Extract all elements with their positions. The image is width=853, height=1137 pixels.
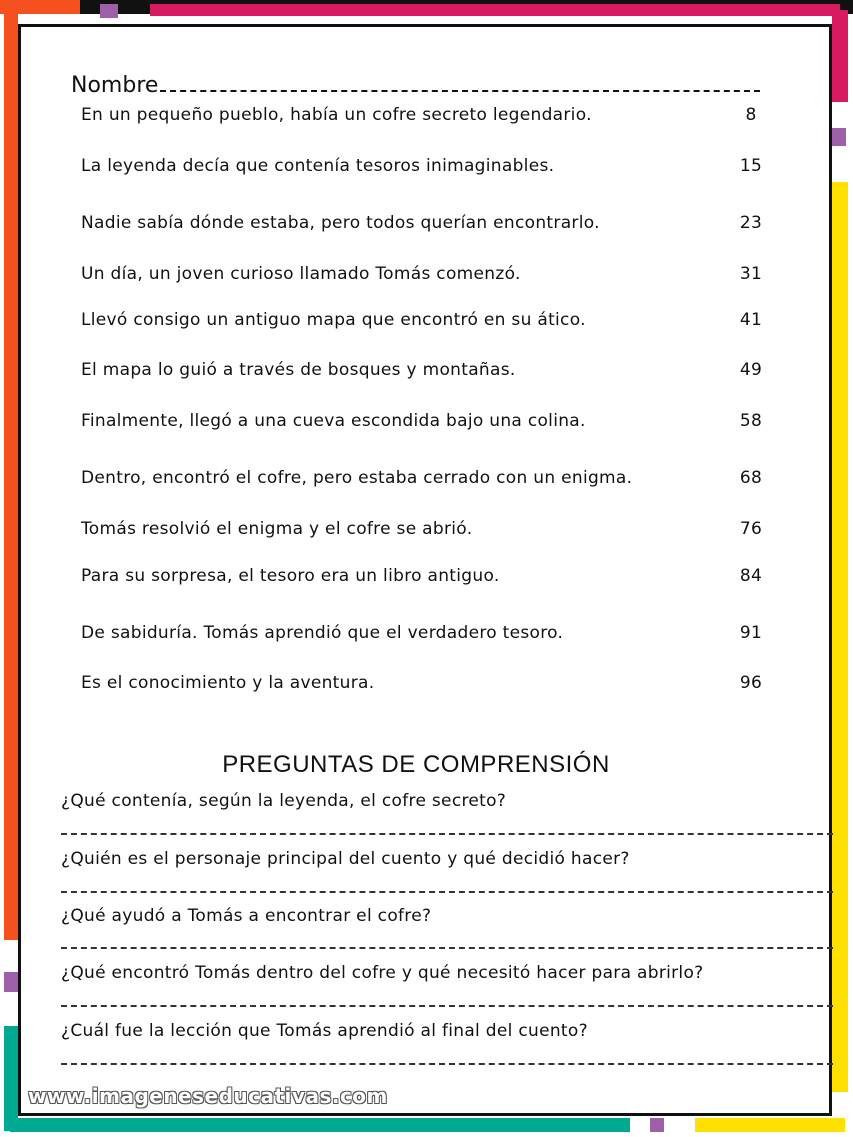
frame-bottom — [10, 1118, 630, 1132]
question-2: ¿Quién es el personaje principal del cuento y qué decidió hacer? — [61, 849, 630, 869]
frame-right-top — [832, 10, 848, 102]
website-watermark: www.imageneseducativas.com — [28, 1084, 388, 1108]
story-line-text: Finalmente, llegó a una cueva escondida bajo una colina. — [81, 411, 586, 431]
story-line-text: Es el conocimiento y la aventura. — [81, 673, 375, 693]
story-line — [81, 360, 801, 386]
frame-top-square — [100, 4, 118, 18]
word-count: 76 — [739, 519, 763, 539]
worksheet-page — [18, 24, 832, 1116]
story-line-text: Tomás resolvió el enigma y el cofre se abrió. — [81, 519, 473, 539]
story-line — [81, 156, 801, 182]
word-count: 84 — [739, 566, 763, 586]
word-count: 49 — [739, 360, 763, 380]
word-count: 41 — [739, 310, 763, 330]
story-line-text: Dentro, encontró el cofre, pero estaba cerrado con un enigma. — [81, 468, 633, 488]
answer-line-1[interactable] — [61, 833, 833, 835]
name-field[interactable] — [71, 73, 761, 98]
answer-line-5[interactable] — [61, 1063, 833, 1065]
story-line-text: La leyenda decía que contenía tesoros inimaginables. — [81, 156, 555, 176]
name-underline — [160, 76, 760, 92]
story-line — [81, 673, 801, 699]
word-count: 31 — [739, 264, 763, 284]
story-line-text: Nadie sabía dónde estaba, pero todos querían encontrarlo. — [81, 213, 600, 233]
word-count: 58 — [739, 411, 763, 431]
story-line — [81, 623, 801, 649]
questions-title: PREGUNTAS DE COMPRENSIÓN — [222, 751, 610, 778]
question-3: ¿Qué ayudó a Tomás a encontrar el cofre? — [61, 906, 432, 926]
frame-top-pink — [150, 4, 840, 16]
answer-line-4[interactable] — [61, 1005, 833, 1007]
story-line-text: En un pequeño pueblo, había un cofre secreto legendario. — [81, 105, 592, 125]
question-5: ¿Cuál fue la lección que Tomás aprendió al final del cuento? — [61, 1021, 588, 1041]
story-line — [81, 213, 801, 239]
story-line-text: El mapa lo guió a través de bosques y montañas. — [81, 360, 516, 380]
word-count: 91 — [739, 623, 763, 643]
frame-bottom-right — [695, 1118, 845, 1132]
frame-bottom-square — [650, 1118, 664, 1132]
word-count: 15 — [739, 156, 763, 176]
frame-right — [832, 182, 848, 1092]
frame-right-square — [832, 128, 846, 146]
story-line — [81, 105, 801, 131]
story-line — [81, 264, 801, 290]
answer-line-2[interactable] — [61, 891, 833, 893]
question-4: ¿Qué encontró Tomás dentro del cofre y qué necesitó hacer para abrirlo? — [61, 963, 704, 983]
frame-left — [4, 10, 18, 940]
word-count: 96 — [739, 673, 763, 693]
story-line — [81, 411, 801, 437]
story-line — [81, 519, 801, 545]
story-line — [81, 566, 801, 592]
story-line-text: Llevó consigo un antiguo mapa que encontró en su ático. — [81, 310, 586, 330]
name-label: Nombre — [71, 73, 159, 98]
story-line-text: De sabiduría. Tomás aprendió que el verdadero tesoro. — [81, 623, 564, 643]
word-count: 23 — [739, 213, 763, 233]
question-1: ¿Qué contenía, según la leyenda, el cofre secreto? — [61, 791, 507, 811]
story-line — [81, 310, 801, 336]
word-count: 68 — [739, 468, 763, 488]
story-line-text: Un día, un joven curioso llamado Tomás comenzó. — [81, 264, 521, 284]
story-line-text: Para su sorpresa, el tesoro era un libro antiguo. — [81, 566, 500, 586]
frame-left-square — [4, 972, 18, 992]
answer-line-3[interactable] — [61, 947, 833, 949]
word-count: 8 — [745, 105, 757, 125]
story-line — [81, 468, 801, 494]
frame-left-bottom — [4, 1026, 18, 1131]
